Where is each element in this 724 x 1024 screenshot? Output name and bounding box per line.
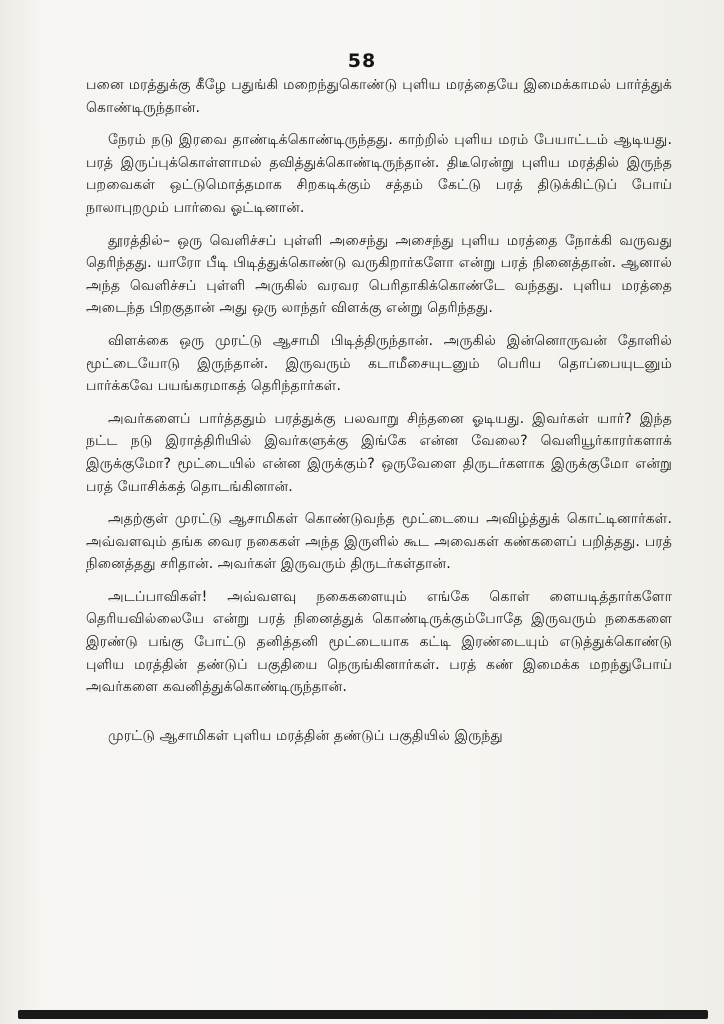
paragraph-6: அதற்குள் முரட்டு ஆசாமிகள் கொண்டுவந்த மூட்டையை அவிழ்த்துக் கொட்டினார்கள். அவ்வளவும் தங்க வைர நகைகள் அந்த இருளில் கூட அவைகள் கண்களைப் பறித்தது. பரத் நினைத்தது சரிதான். அவர்கள் இருவரும் திருடர்கள்தான். [86, 511, 672, 573]
paragraph-8: முரட்டு ஆசாமிகள் புளிய மரத்தின் தண்டுப் பகுதியில் இருந்து [108, 727, 503, 744]
page-bottom-edge [18, 1010, 708, 1019]
paragraph-5: அவர்களைப் பார்த்ததும் பரத்துக்கு பலவாறு சிந்தனை ஓடியது. இவர்கள் யார்? இந்த நட்ட நடு இராத்திரியில் இவர்களுக்கு இங்கே என்ன வேலை? வெளியூர்காரர்களாக் இருக்குமோ? மூட்டையில் என்ன இருக்கும்? ஒருவேளை திருடர்களாக இருக்குமோ என்று பரத் யோசிக்கத் தொடங்கினான். [86, 410, 672, 495]
paragraph-1: பனை மரத்துக்கு கீழே பதுங்கி மறைந்துகொண்டு புளிய மரத்தையே இமைக்காமல் பார்த்துக் கொண்டிருந்தான். [86, 77, 672, 116]
paragraph-3: தூரத்தில்– ஒரு வெளிச்சப் புள்ளி அசைந்து அசைந்து புளிய மரத்தை நோக்கி வருவது தெரிந்தது. யாரோ பீடி பிடித்துக்கொண்டு வருகிறார்களோ என்று பரத் நினைத்தான். ஆனால் அந்த வெளிச்சப் புள்ளி அருகில் வரவர பெரிதாகிக்கொண்டே வந்தது. புளிய மரத்தை அடைந்த பிறகுதான் அது ஒரு லாந்தர் விளக்கு என்று தெரிந்தது. [86, 232, 672, 317]
paragraph-2: நேரம் நடு இரவை தாண்டிக்கொண்டிருந்தது. காற்றில் புளிய மரம் பேயாட்டம் ஆடியது. பரத் இருப்புக்கொள்ளாமல் தவித்துக்கொண்டிருந்தான். திடீரென்று புளிய மரத்தில் இருந்த பறவைகள் ஒட்டுமொத்தமாக சிறகடிக்கும் சத்தம் கேட்டு பரத் திடுக்கிட்டுப் போய் நாலாபுறமும் பார்வை ஓட்டினான். [86, 132, 672, 216]
page-number: 58 [347, 50, 377, 72]
paragraph-4: விளக்கை ஒரு முரட்டு ஆசாமி பிடித்திருந்தான். அருகில் இன்னொருவன் தோளில் மூட்டையோடு இருந்தான். இருவரும் கடாமீசையுடனும் பெரிய தொப்பையுடனும் பார்க்கவே பயங்கரமாகத் தெரிந்தார்கள். [86, 332, 672, 395]
paragraph-7: அடப்பாவிகள்! அவ்வளவு நகைகளையும் எங்கே கொள் ளையடித்தார்களோ தெரியவில்லையே என்று பரத் நினைத்துக் கொண்டிருக்கும்போதே இருவரும் நகைகளை இரண்டு பங்கு போட்டு தனித்தனி மூட்டையாக கட்டி இரண்டையும் எடுத்துக்கொண்டு புளிய மரத்தின் தண்டுப் பகுதியை நெருங்கினார்கள். பரத் கண் இமைக்க மறந்துபோய் அவர்களை கவனித்துக்கொண்டிருந்தான். [86, 588, 672, 696]
body-text [86, 74, 672, 757]
